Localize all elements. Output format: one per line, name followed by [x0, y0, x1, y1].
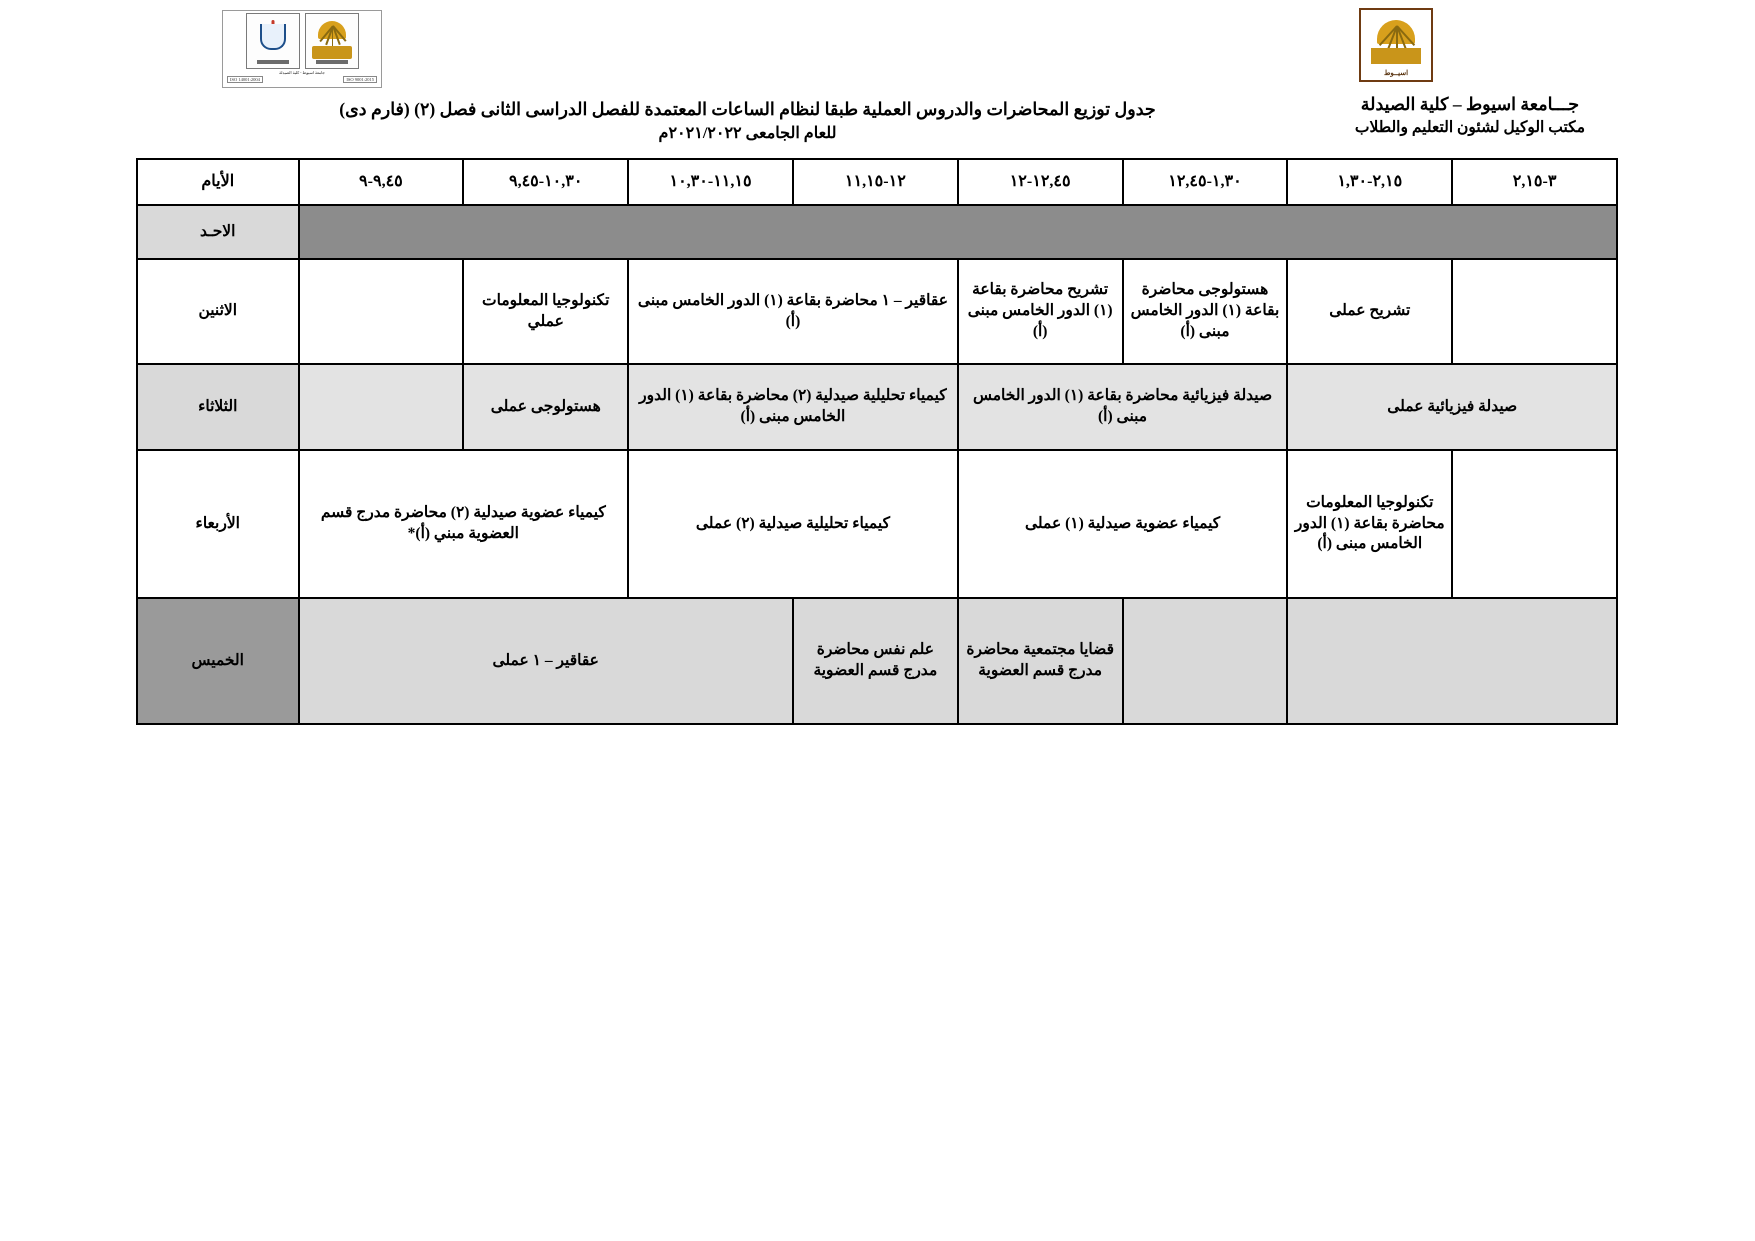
monday-anatomy-lecture-type: محاضرة — [1010, 281, 1064, 299]
table-row-sunday — [137, 205, 1617, 259]
time-slot-header-0: ٣-٢,١٥ — [1452, 159, 1617, 205]
tuesday-analytical-chemistry-lecture — [628, 364, 958, 450]
logo-left-inner — [246, 13, 359, 69]
table-row-tuesday — [137, 364, 1617, 450]
day-label-tuesday: الثلاثاء — [137, 364, 299, 450]
thursday-pharmacognosy-type: عملى — [492, 651, 529, 669]
monday-histology-place: بقاعة (١) الدور الخامس مبنى (أ) — [1130, 302, 1280, 340]
table-header-row — [137, 159, 1617, 205]
table-row-thursday — [137, 598, 1617, 724]
days-column-header: الأيام — [137, 159, 299, 205]
day-label-thursday: الخميس — [137, 598, 299, 724]
logo-right-caption: اسيــوط — [1383, 69, 1409, 77]
sunday-empty-band — [299, 205, 1618, 259]
time-slot-header-2: ١,٣٠-١٢,٤٥ — [1123, 159, 1288, 205]
tuesday-analytical-place: بقاعة (١) الدور الخامس مبنى (أ) — [639, 387, 846, 425]
monday-anatomy-practical-title: تشريح — [1369, 302, 1411, 320]
tuesday-physical-pharmacy-lecture-title: صيدلة فيزيائية — [1182, 387, 1273, 405]
monday-histology-type: محاضرة — [1141, 281, 1195, 299]
tuesday-analytical-type: محاضرة — [736, 387, 789, 405]
monday-anatomy-practical — [1287, 259, 1452, 364]
thursday-psychology-place: مدرج قسم العضوية — [813, 662, 938, 679]
table-row-monday — [137, 259, 1617, 364]
monday-information-technology-practical — [463, 259, 628, 364]
vice-dean-office-line: مكتب الوكيل لشئون التعليم والطلاب — [1354, 119, 1585, 137]
iso-badge-14001: ISO 14001:2004 — [227, 76, 263, 83]
time-slot-header-7: ٩,٤٥-٩ — [299, 159, 464, 205]
monday-pharmacognosy-place: بقاعة (١) الدور الخامس مبنى (أ) — [637, 291, 822, 330]
monday-pharmacognosy-title: عقاقير – ١ — [881, 291, 948, 309]
wednesday-organic-lecture-place: مدرج قسم العضوية مبني (أ)* — [320, 504, 519, 542]
time-slot-header-4: ١٢-١١,١٥ — [793, 159, 958, 205]
wednesday-organic-practical-type: عملى — [1024, 514, 1062, 532]
tuesday-physical-pharmacy-lecture-place: بقاعة (١) الدور الخامس مبنى (أ) — [972, 387, 1148, 425]
time-slot-header-5: ١١,١٥-١٠,٣٠ — [628, 159, 793, 205]
wednesday-organic-lecture-type: محاضرة — [394, 504, 447, 522]
tuesday-cell-slot7 — [299, 364, 464, 450]
wednesday-organic-chemistry-practical — [958, 450, 1288, 598]
assiut-university-logo-icon — [1359, 8, 1433, 82]
university-faculty-line: جـــامعة اسيوط – كلية الصيدلة — [1360, 94, 1580, 114]
thursday-community-place: مدرج قسم العضوية — [978, 662, 1103, 679]
thursday-psychology-title: علم نفس — [873, 641, 934, 659]
wednesday-organic-lecture-title: كيمياء عضوية صيدلية (٢) — [450, 504, 606, 522]
thursday-psychology-type: محاضرة — [816, 641, 870, 659]
day-label-wednesday: الأربعاء — [137, 450, 299, 598]
wednesday-it-type: محاضرة بقاعة (١) الدور الخامس مبنى (أ) — [1294, 514, 1445, 553]
tuesday-physical-pharmacy-lecture-type: محاضرة — [1125, 387, 1179, 405]
tuesday-physical-pharmacy-practical-title: صيدلة فيزيائية — [1427, 397, 1518, 415]
monday-it-title: تكنولوجيا المعلومات — [482, 291, 610, 309]
day-label-sunday: الاحـد — [137, 205, 299, 259]
time-slot-header-6: ١٠,٣٠-٩,٤٥ — [463, 159, 628, 205]
pharmacy-faculty-crest-icon — [246, 13, 300, 69]
time-slot-header-1: ٢,١٥-١,٣٠ — [1287, 159, 1452, 205]
monday-anatomy-lecture-title: تشريح — [1067, 281, 1109, 299]
wednesday-analytical-practical-title: كيمياء تحليلية صيدلية (٢) — [736, 514, 890, 532]
title-line-2: للعام الجامعى ٢٠٢١/٢٠٢٢م — [658, 125, 837, 143]
monday-anatomy-practical-type: عملى — [1329, 302, 1366, 320]
monday-cell-slot0 — [1452, 259, 1617, 364]
thursday-cell-slot2 — [1123, 598, 1288, 724]
iso-certification-row — [223, 76, 381, 83]
tuesday-physical-pharmacy-practical — [1287, 364, 1617, 450]
assiut-university-crest-icon — [305, 13, 359, 69]
wednesday-organic-chemistry-lecture — [299, 450, 629, 598]
wednesday-analytical-practical-type: عملى — [695, 514, 733, 532]
monday-pharmacognosy-lecture — [628, 259, 958, 364]
tuesday-physical-pharmacy-lecture — [958, 364, 1288, 450]
wednesday-cell-slot0 — [1452, 450, 1617, 598]
university-pharmacy-logo-group — [222, 10, 382, 88]
monday-histology-lecture — [1123, 259, 1288, 364]
monday-anatomy-lecture — [958, 259, 1123, 364]
monday-histology-title: هستولوجى — [1198, 281, 1269, 299]
title-line-1: جدول توزيع المحاضرات والدروس العملية طبقا لنظام الساعات المعتمدة للفصل الدراسى الثانى فصل (٢) (فارم دى) — [339, 99, 1156, 119]
thursday-psychology-lecture — [793, 598, 958, 724]
iso-badge-9001: ISO 9001:2015 — [343, 76, 377, 83]
thursday-community-title: قضايا مجتمعية — [1023, 641, 1114, 659]
tuesday-histology-practical — [463, 364, 628, 450]
monday-it-type: عملي — [527, 312, 564, 330]
day-label-monday: الاثنين — [137, 259, 299, 364]
tuesday-histology-type: عملى — [490, 397, 527, 415]
thursday-community-type: محاضرة — [966, 641, 1020, 659]
table-row-wednesday — [137, 450, 1617, 598]
logo-band — [0, 0, 1755, 100]
logo-left-caption: جامعة اسيوط - كلية الصيدلة — [279, 70, 325, 75]
tuesday-analytical-title: كيمياء تحليلية صيدلية (٢) — [792, 387, 947, 405]
document-title — [0, 96, 1755, 146]
tuesday-physical-pharmacy-practical-type: عملى — [1387, 397, 1424, 415]
thursday-pharmacognosy-title: عقاقير – ١ — [532, 651, 599, 669]
wednesday-it-title: تكنولوجيا المعلومات — [1306, 493, 1434, 511]
weekly-schedule-table — [136, 158, 1618, 725]
wednesday-organic-practical-title: كيمياء عضوية صيدلية (١) — [1065, 514, 1221, 532]
wednesday-information-technology-lecture — [1287, 450, 1452, 598]
wednesday-analytical-chemistry-practical — [628, 450, 958, 598]
timetable-container — [136, 158, 1618, 725]
thursday-community-issues-lecture — [958, 598, 1123, 724]
thursday-pharmacognosy-practical — [299, 598, 793, 724]
monday-pharmacognosy-type: محاضرة — [824, 291, 878, 309]
thursday-cell-slot0 — [1287, 598, 1617, 724]
monday-anatomy-lecture-place: بقاعة (١) الدور الخامس مبنى (أ) — [967, 281, 1113, 340]
monday-cell-slot7 — [299, 259, 464, 364]
time-slot-header-3: ١٢,٤٥-١٢ — [958, 159, 1123, 205]
tuesday-histology-title: هستولوجى — [530, 397, 601, 415]
